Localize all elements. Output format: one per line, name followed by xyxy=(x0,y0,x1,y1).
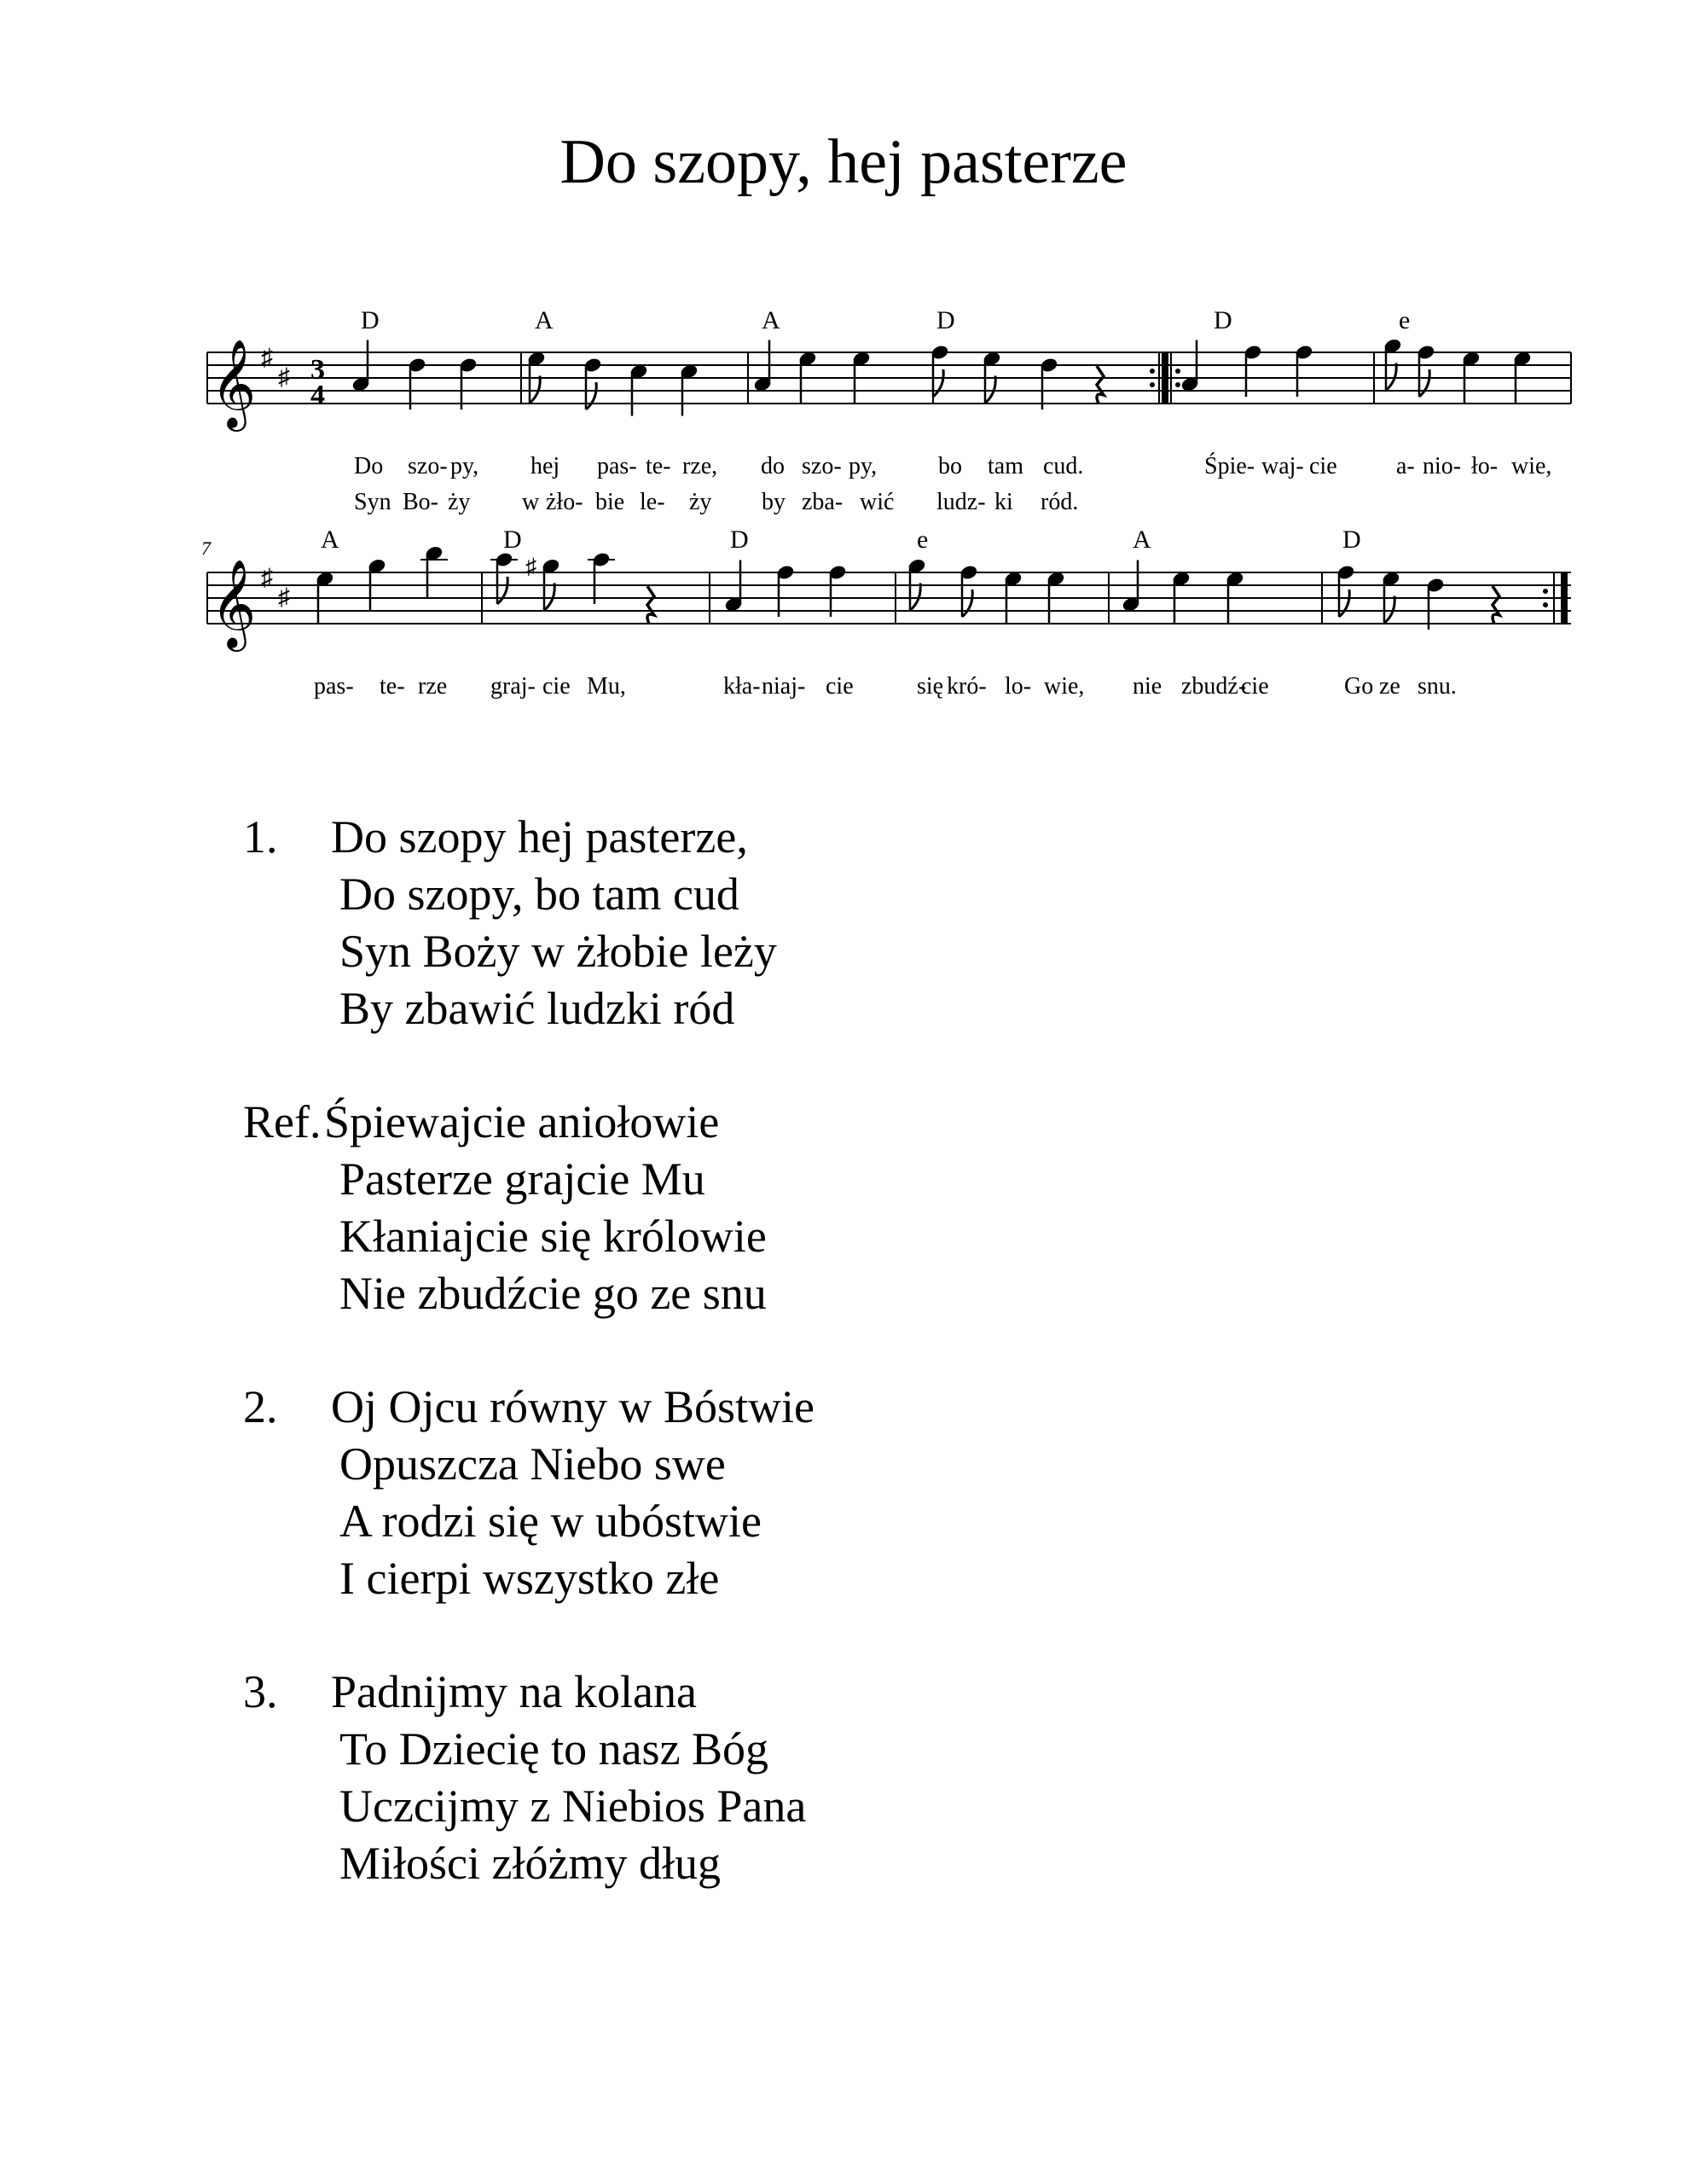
lyric-syllable: rze xyxy=(418,673,448,700)
quarter-note xyxy=(1513,350,1533,403)
lyric-syllable: szo- xyxy=(408,453,448,479)
quarter-note xyxy=(1046,570,1066,623)
eighth-note xyxy=(1383,337,1403,390)
quarter-note xyxy=(852,350,872,403)
verse-label: 2. xyxy=(243,1381,278,1432)
eighth-note xyxy=(525,555,560,611)
quarter-note xyxy=(1244,344,1263,397)
chord-symbol: A xyxy=(535,306,554,334)
quarter-note xyxy=(724,561,744,613)
lyrics-system-2 xyxy=(314,673,1457,700)
verse-line: Oj Ojcu równy w Bóstwie xyxy=(331,1381,815,1432)
verse-label: 3. xyxy=(243,1666,278,1717)
lyric-syllable: szo- xyxy=(802,453,842,479)
lyric-syllable: by xyxy=(762,489,786,515)
lyric-syllable: wie, xyxy=(1511,453,1552,479)
lyric-syllable: kró- xyxy=(947,673,987,700)
lyric-syllable: graj- xyxy=(490,673,536,700)
chord-symbol: A xyxy=(762,306,780,334)
quarter-note xyxy=(316,570,335,623)
eighth-note xyxy=(907,557,927,610)
lyric-syllable: cie xyxy=(1309,453,1337,479)
verse-line: To Dziecię to nasz Bóg xyxy=(339,1723,769,1774)
lyric-syllable: pas- xyxy=(597,453,637,479)
quarter-note xyxy=(1180,340,1200,393)
verse-line: Syn Boży w żłobie leży xyxy=(339,926,777,977)
song-title: Do szopy, hej pasterze xyxy=(559,127,1128,197)
lyric-syllable: zba- xyxy=(802,489,844,515)
chord-symbol: D xyxy=(1214,306,1232,334)
sheet-music xyxy=(0,0,1687,768)
lyric-syllable: snu. xyxy=(1417,673,1457,700)
final-repeat-barline xyxy=(1561,572,1568,624)
time-signature-top: 3 xyxy=(310,354,325,386)
quarter-note xyxy=(680,363,699,415)
quarter-note xyxy=(629,363,649,415)
lyric-syllable: cie xyxy=(1241,673,1269,700)
refrain-label: Ref. xyxy=(243,1096,322,1147)
lyric-syllable: ród. xyxy=(1041,489,1079,515)
verse-line: Pasterze grajcie Mu xyxy=(339,1153,705,1205)
chord-symbol: D xyxy=(730,526,749,554)
chord-symbol: D xyxy=(1342,526,1361,554)
lyric-syllable: Do xyxy=(354,453,384,479)
lyric-syllable: niaj- xyxy=(762,673,806,700)
quarter-note xyxy=(1172,570,1191,623)
time-signature-bottom: 4 xyxy=(310,380,325,411)
lyric-syllable: cie xyxy=(826,673,854,700)
quarter-note xyxy=(1122,561,1141,613)
lyric-syllable: kła- xyxy=(723,673,761,700)
eighth-note xyxy=(583,357,603,410)
eighth-note xyxy=(983,350,1002,403)
lyrics-system-1-line-2 xyxy=(354,489,1078,515)
quarter-note xyxy=(408,357,427,410)
lyric-syllable: ży xyxy=(448,489,471,515)
lyric-syllable: się xyxy=(917,673,944,700)
lyric-syllable: w xyxy=(522,489,540,515)
verse-line: Uczcijmy z Niebios Pana xyxy=(339,1780,807,1832)
sharp-icon: ♯ xyxy=(525,554,536,579)
quarter-note xyxy=(1004,570,1023,623)
measure-number: 7 xyxy=(201,537,211,559)
lyric-syllable: ki xyxy=(994,489,1013,515)
lyric-syllable: zbudź- xyxy=(1181,673,1247,700)
verse-line: Kłaniajcie się królowie xyxy=(339,1211,767,1262)
sharp-icon: ♯ xyxy=(278,584,290,611)
lyric-syllable: ży xyxy=(689,489,712,515)
lyric-syllable: Śpie- xyxy=(1204,453,1255,479)
lyric-syllable: te- xyxy=(380,673,405,700)
chord-symbol: e xyxy=(1399,306,1411,334)
treble-clef-icon: 𝄞 xyxy=(211,342,257,427)
lyric-syllable: bo xyxy=(938,453,962,479)
verse-line: Nie zbudźcie go ze snu xyxy=(339,1268,767,1319)
lyric-syllable: tam xyxy=(988,453,1023,479)
lyric-syllable: do xyxy=(761,453,785,479)
chords-system-2 xyxy=(321,526,1361,554)
eighth-note xyxy=(959,564,979,617)
chord-symbol: D xyxy=(361,306,380,334)
repeat-barline-thick xyxy=(1162,352,1168,404)
quarter-note xyxy=(1426,577,1446,630)
staff-1 xyxy=(207,352,1571,404)
sharp-icon: ♯ xyxy=(261,345,273,371)
eighth-note xyxy=(1417,344,1436,397)
quarter-note xyxy=(776,564,796,617)
quarter-note xyxy=(351,340,371,393)
lyric-syllable: cud. xyxy=(1043,453,1084,479)
lyrics-system-1-line-1 xyxy=(354,453,1551,479)
lyric-syllable: nio- xyxy=(1423,453,1462,479)
verse-line: Śpiewajcie aniołowie xyxy=(324,1096,720,1147)
verse-line: Padnijmy na kolana xyxy=(331,1666,697,1717)
verse-label: 1. xyxy=(243,811,278,863)
quarter-note xyxy=(798,350,818,403)
lyric-syllable: cie xyxy=(542,673,571,700)
chord-symbol: e xyxy=(917,526,929,554)
quarter-note xyxy=(1040,357,1059,410)
lyric-syllable: ło- xyxy=(1471,453,1499,479)
lyric-syllable: bie xyxy=(595,489,625,515)
treble-clef-icon: 𝄞 xyxy=(211,562,257,647)
lyric-syllable: Mu, xyxy=(587,673,626,700)
lyric-syllable: pas- xyxy=(314,673,354,700)
quarter-note xyxy=(588,551,615,604)
lyric-syllable: Go xyxy=(1344,673,1374,700)
verse-line: Do szopy, bo tam cud xyxy=(339,868,739,920)
quarter-rest xyxy=(1097,366,1104,404)
quarter-rest xyxy=(647,586,654,624)
lyric-syllable: wie, xyxy=(1044,673,1085,700)
eighth-note xyxy=(490,551,518,604)
quarter-note xyxy=(420,544,448,597)
eighth-note xyxy=(1382,570,1401,623)
chord-symbol: A xyxy=(1133,526,1151,554)
lyric-syllable: wić xyxy=(860,489,895,515)
lyric-syllable: ze xyxy=(1379,673,1400,700)
quarter-note xyxy=(368,557,387,610)
lyric-syllable: py, xyxy=(450,453,479,479)
quarter-note xyxy=(459,357,478,410)
lyric-syllable: Syn xyxy=(354,489,391,515)
lyric-syllable: hej xyxy=(530,453,560,479)
lyric-syllable: nie xyxy=(1133,673,1162,700)
lyric-syllable: a- xyxy=(1396,453,1415,479)
lyric-syllable: te- xyxy=(646,453,671,479)
quarter-note xyxy=(1462,350,1481,403)
eighth-note xyxy=(930,344,950,397)
verse-line: By zbawić ludzki ród xyxy=(339,983,735,1034)
verse-line: Miłości złóżmy dług xyxy=(339,1838,721,1889)
verse-line: A rodzi się w ubóstwie xyxy=(339,1496,762,1547)
sharp-icon: ♯ xyxy=(261,565,273,591)
chord-symbol: A xyxy=(321,526,339,554)
verse-line: I cierpi wszystko złe xyxy=(339,1553,720,1604)
lyric-syllable: ludz- xyxy=(936,489,986,515)
lyric-syllable: lo- xyxy=(1005,673,1032,700)
chords-system-1 xyxy=(361,306,1410,334)
eighth-note xyxy=(1336,564,1356,617)
quarter-note xyxy=(1295,344,1314,397)
lyric-syllable: żło- xyxy=(546,489,583,515)
verse-line: Opuszcza Niebo swe xyxy=(339,1438,726,1490)
chord-symbol: D xyxy=(503,526,522,554)
lyric-syllable: Bo- xyxy=(403,489,438,515)
sharp-icon: ♯ xyxy=(278,364,290,391)
lyric-syllable: py, xyxy=(849,453,878,479)
eighth-note xyxy=(527,350,547,403)
lyric-syllable: le- xyxy=(640,489,665,515)
verse-line: Do szopy hej pasterze, xyxy=(331,811,748,863)
lyric-syllable: rze, xyxy=(682,453,718,479)
chord-symbol: D xyxy=(936,306,955,334)
lyric-syllable: waj- xyxy=(1261,453,1304,479)
quarter-note xyxy=(1226,570,1245,623)
staff-2 xyxy=(207,572,1571,624)
quarter-note xyxy=(828,564,848,617)
quarter-rest xyxy=(1493,586,1499,624)
quarter-note xyxy=(753,340,773,393)
